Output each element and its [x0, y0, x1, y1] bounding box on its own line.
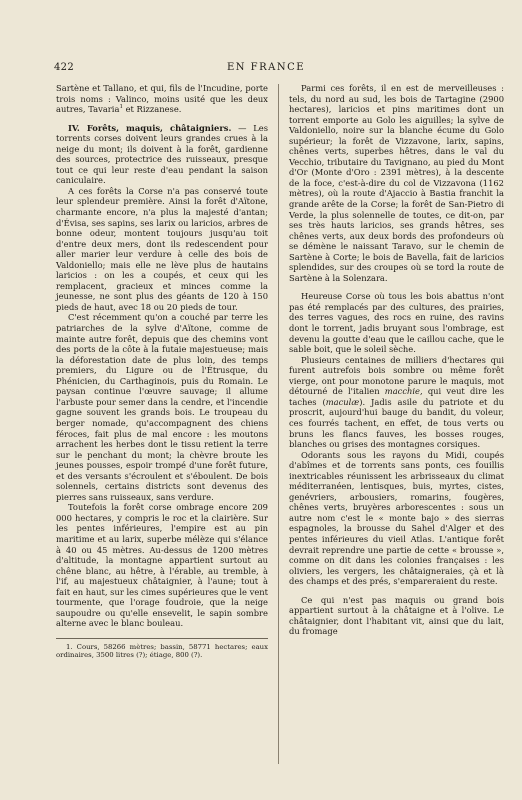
- italic-term: maculæ: [325, 396, 360, 407]
- column-divider: [278, 84, 279, 764]
- running-title: EN FRANCE: [226, 62, 306, 73]
- paragraph: Odorants sous les rayons du Midi, coupés d'abîmes et de torrents sans ponts, ces fouillis inextricables réunissent les arbrisseaux du climat méditerranéen, lentisques, buis, myrtes, cistes, genévriers, arbousiers, romarins, fougères, chênes verts, bruyères arborescentes : sous un autre nom c'est le « monte bajo » des sierras espagnoles, la brousse du Sahel d'Alger et des pentes inférieures du vieil Atlas. L'antique forêt devrait reprendre une partie de cette « brousse », comme on dit dans les colonies françaises : les oliviers, les vergers, les châtaigneraies, çà et là des champs et des prés, s'empareraient du reste.: [289, 449, 504, 587]
- footnote-marker: 1: [119, 104, 123, 111]
- paragraph-text: ). Jadis asile du patriote et du proscrit, aujourd'hui bauge du bandit, du voleur, ces fourrés tachent, en effet, de tous verts ou bruns les flancs fauves, les bosses rouges, blanches ou grises des montagnes corsiques.: [289, 396, 504, 450]
- paragraph: Heureuse Corse où tous les bois abattus n'ont pas été remplacés par des cultures, des prairies, des terres vagues, des rocs en ruine, des ravins dont le torrent, jadis bruyant sous l'ombrage, est devenu la goutte d'eau que le caillou cache, que le sable boit, que le soleil sèche.: [289, 291, 504, 355]
- section-heading: IV. Forêts, maquis, châtaigniers.: [68, 122, 232, 133]
- paragraph: Parmi ces forêts, il en est de merveilleuses : tels, du nord au sud, les bois de Tartagine (2900 hectares), laricios et pins maritimes dont un torrent emporte au Golo les aiguilles; la sylve de Valdoniello, noire sur la blanche écume du Golo supérieur; la forêt de Vizzavone, larix, sapins, chênes verts, superbes hêtres, dans le val du Vecchio, tributaire du Tavignano, au pied du Mont d'Or (Monte d'Oro : 2391 mètres), à la descente de la foce, c'est-à-dire du col de Vizzavona (1162 mètres), où la route d'Ajaccio à Bastia franchit la grande arête de la Corse; la forêt de San-Pietro di Verde, la plus solennelle de toutes, ce dit-on, par ses très hauts laricios, ses grands hêtres, ses chênes verts, aux deux bords des profondeurs où se démène le naissant Taravo, sur le chemin de Sartène à Corte; le bois de Bavella, fait de laricios splendides, sur des croupes où se tord la route de Sartène à la Solenzara.: [289, 83, 504, 283]
- page-header: [54, 62, 478, 76]
- paragraph-text: Sartène et Tallano, et qui, fils de l'Incudine, porte trois noms : Valinco, moins usité que les deux autres, Tavaria: [56, 83, 268, 115]
- paragraph-text: , qui veut dire les taches (: [289, 386, 504, 407]
- section-paragraph: [56, 123, 268, 186]
- footnote: [56, 638, 268, 660]
- paragraph: A ces forêts la Corse n'a pas conservé toute leur splendeur première. Ainsi la forêt d'Aïtone, charmante encore, n'a plus la majesté d'antan; d'Évisa, ses sapins, ses larix ou laricios, arbres de bonne odeur, montent toujours jusqu'au toit d'entre deux mers, dont ils redescendent pour aller marier leur verdure à celle des bois de Valdoniello; mais elle ne lève plus de hautains laricios : on les a coupés, et ceux qui les remplacent, gracieux et minces comme la jeunesse, ne sont plus des géants de 120 à 150 pieds de haut, avec 18 ou 20 pieds de tour.: [56, 185, 268, 312]
- paragraph: C'est récemment qu'on a couché par terre les patriarches de la sylve d'Aïtone, comme de mainte autre forêt, depuis que des chemins vont des ports de la côte à la futaie majestueuse; mais la déforestation date de plus loin, des temps premiers, du Ligure ou de l'Étrusque, du Phénicien, du Carthaginois, puis du Romain. Le paysan continue l'œuvre sauvage; il allume l'arbuste pour semer dans la cendre, et l'incendie gagne souvent les grands bois. Le troupeau du berger nomade, qu'accompagnent des chiens féroces, fait plus de mal encore : les moutons arrachent les herbes dont le tissu retient la terre sur le penchant du mont; la chèvre broute les jeunes pousses, espoir trompé d'une forêt future, et des versants s'écroulent et s'éboulent. De bois solennels, certains districts sont devenus des pierres sans ruisseaux, sans verdure.: [56, 312, 268, 502]
- italic-term: macchie: [384, 386, 420, 397]
- paragraph: Toutefois la forêt corse ombrage encore 209 000 hectares, y compris le roc et la clairière. Sur les pentes inférieures, l'empire est au pin maritime et au larix, superbe mélèze qui s'élance à 40 ou 45 mètres. Au-dessus de 1200 mètres d'altitude, la montagne appartient surtout au chêne blanc, au hêtre, à l'érable, au tremble, à l'if, au majestueux châtaignier, à l'aune; tout à fait en haut, sur les cimes supérieures que le vent tourmente, que l'orage foudroie, que la neige saupoudre ou qu'elle ensevelit, le sapin sombre alterne avec le blanc bouleau.: [56, 502, 268, 629]
- footnote-text: 1. Cours, 58266 mètres; bassin, 58771 hectares; eaux ordinaires, 3500 litres (?); étiage, 800 (?).: [56, 642, 268, 660]
- left-column: [56, 83, 268, 660]
- page-number: 422: [54, 62, 74, 73]
- paragraph: [56, 83, 268, 115]
- paragraph-text: Plusieurs centaines de milliers d'hectares qui furent autrefois bois sombre ou même forêt vierge, ont pour monotone parure le maquis, mot détourné de l'italien: [289, 354, 504, 397]
- paragraph-text: — Les torrents corses doivent leurs grandes crues à la neige du mont; ils doivent à la forêt, gardienne des sources, protectrice des ruisseaux, presque tout ce qui leur reste d'eau pendant la saison caniculaire.: [56, 122, 268, 186]
- paragraph: [289, 355, 504, 450]
- paragraph-text: et Rizzanese.: [122, 104, 182, 115]
- paragraph: Ce qui n'est pas maquis ou grand bois appartient surtout à la châtaigne et à l'olive. Le châtaignier, dont l'habitant vit, ainsi que du lait, du fromage: [289, 594, 504, 637]
- right-column: [289, 83, 504, 637]
